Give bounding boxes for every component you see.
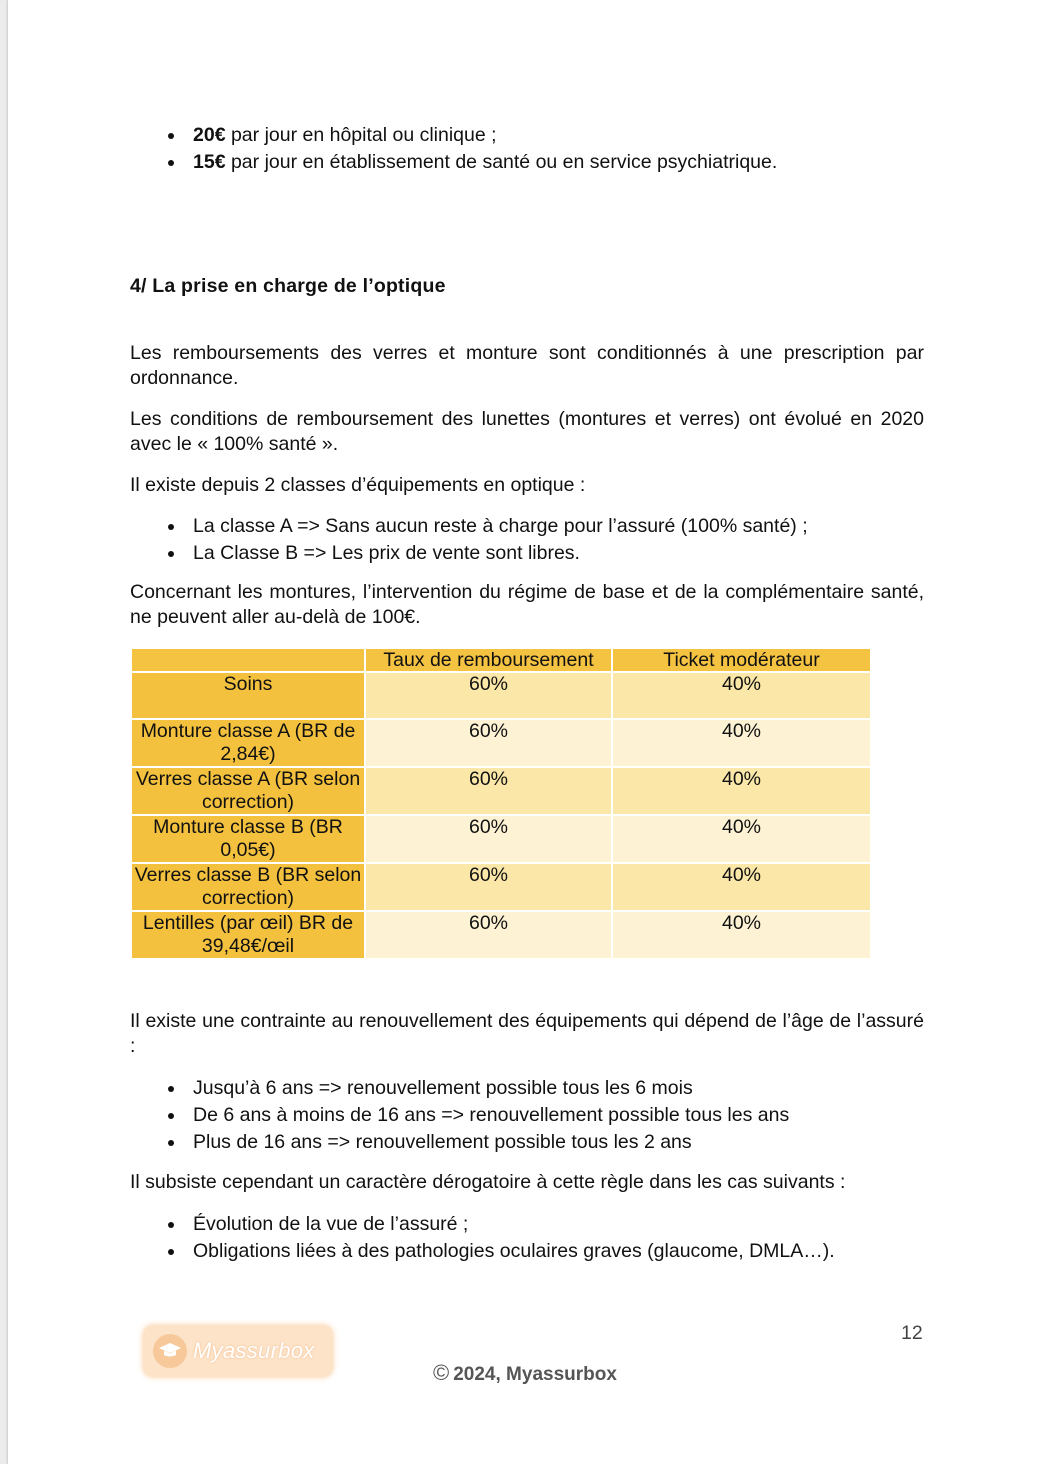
table-row bbox=[131, 815, 871, 863]
myassurbox-logo bbox=[143, 1325, 333, 1377]
soin-cell: Soins bbox=[131, 672, 365, 719]
ticket-cell: 40% bbox=[612, 719, 871, 767]
table-row bbox=[131, 672, 871, 719]
list-item: Évolution de la vue de l’assuré ; bbox=[130, 1211, 924, 1238]
copyright-text: 2024, Myassurbox bbox=[453, 1364, 617, 1385]
table-row bbox=[131, 767, 871, 815]
daily-fee-list bbox=[130, 122, 924, 176]
ticket-cell: 40% bbox=[612, 911, 871, 959]
class-list bbox=[130, 513, 924, 567]
table-header-cell: Ticket modérateur bbox=[612, 648, 871, 672]
taux-cell: 60% bbox=[365, 911, 612, 959]
table-row bbox=[131, 863, 871, 911]
paragraph-exceptions-intro: Il subsiste cependant un caractère dérogatoire à cette règle dans les cas suivants : bbox=[130, 1171, 846, 1193]
ticket-cell: 40% bbox=[612, 672, 871, 719]
list-item: La classe A => Sans aucun reste à charge pour l’assuré (100% santé) ; bbox=[130, 513, 924, 540]
page-number: 12 bbox=[901, 1322, 923, 1344]
document-page bbox=[8, 0, 1040, 1464]
graduation-cap-icon bbox=[153, 1334, 187, 1368]
list-item: De 6 ans à moins de 16 ans => renouvellement possible tous les ans bbox=[130, 1102, 924, 1129]
exceptions-list bbox=[130, 1211, 924, 1265]
reimbursement-table bbox=[130, 647, 872, 960]
copyright-notice bbox=[433, 1360, 617, 1386]
taux-cell: 60% bbox=[365, 767, 612, 815]
ticket-cell: 40% bbox=[612, 863, 871, 911]
soin-cell: Monture classe B (BR 0,05€) bbox=[131, 815, 365, 863]
paragraph-conditions: Les conditions de remboursement des lunettes (montures et verres) ont évolué en 2020 avec le « 100% santé ». bbox=[130, 408, 924, 455]
table-header-row bbox=[131, 648, 871, 672]
paragraph-classes-intro: Il existe depuis 2 classes d’équipements en optique : bbox=[130, 474, 586, 496]
paragraph-montures: Concernant les montures, l’intervention du régime de base et de la complémentaire santé, ne peuvent aller au-delà de 100€. bbox=[130, 581, 924, 628]
list-item: La Classe B => Les prix de vente sont libres. bbox=[130, 540, 924, 567]
list-item: 20€ par jour en hôpital ou clinique ; bbox=[130, 122, 924, 149]
soin-cell: Monture classe A (BR de 2,84€) bbox=[131, 719, 365, 767]
table-row bbox=[131, 911, 871, 959]
taux-cell: 60% bbox=[365, 815, 612, 863]
list-item: Obligations liées à des pathologies oculaires graves (glaucome, DMLA…). bbox=[130, 1238, 924, 1265]
paragraph-prescription: Les remboursements des verres et monture sont conditionnés à une prescription par ordonnance. bbox=[130, 342, 924, 389]
taux-cell: 60% bbox=[365, 863, 612, 911]
table-header-cell: Taux de remboursement bbox=[365, 648, 612, 672]
taux-cell: 60% bbox=[365, 719, 612, 767]
ticket-cell: 40% bbox=[612, 767, 871, 815]
table-row bbox=[131, 719, 871, 767]
ticket-cell: 40% bbox=[612, 815, 871, 863]
renewal-list bbox=[130, 1075, 924, 1156]
copyright-symbol: © bbox=[433, 1360, 450, 1385]
taux-cell: 60% bbox=[365, 672, 612, 719]
section-title: 4/ La prise en charge de l’optique bbox=[130, 275, 446, 297]
list-item: Plus de 16 ans => renouvellement possible tous les 2 ans bbox=[130, 1129, 924, 1156]
list-item: 15€ par jour en établissement de santé ou en service psychiatrique. bbox=[130, 149, 924, 176]
soin-cell: Verres classe B (BR selon correction) bbox=[131, 863, 365, 911]
soin-cell: Verres classe A (BR selon correction) bbox=[131, 767, 365, 815]
logo-text: Myassurbox bbox=[193, 1338, 315, 1363]
paragraph-renewal-intro: Il existe une contrainte au renouvellement des équipements qui dépend de l’âge de l’assuré : bbox=[130, 1010, 924, 1057]
soin-cell: Lentilles (par œil) BR de 39,48€/œil bbox=[131, 911, 365, 959]
table-header-cell bbox=[131, 648, 365, 672]
list-item: Jusqu’à 6 ans => renouvellement possible tous les 6 mois bbox=[130, 1075, 924, 1102]
